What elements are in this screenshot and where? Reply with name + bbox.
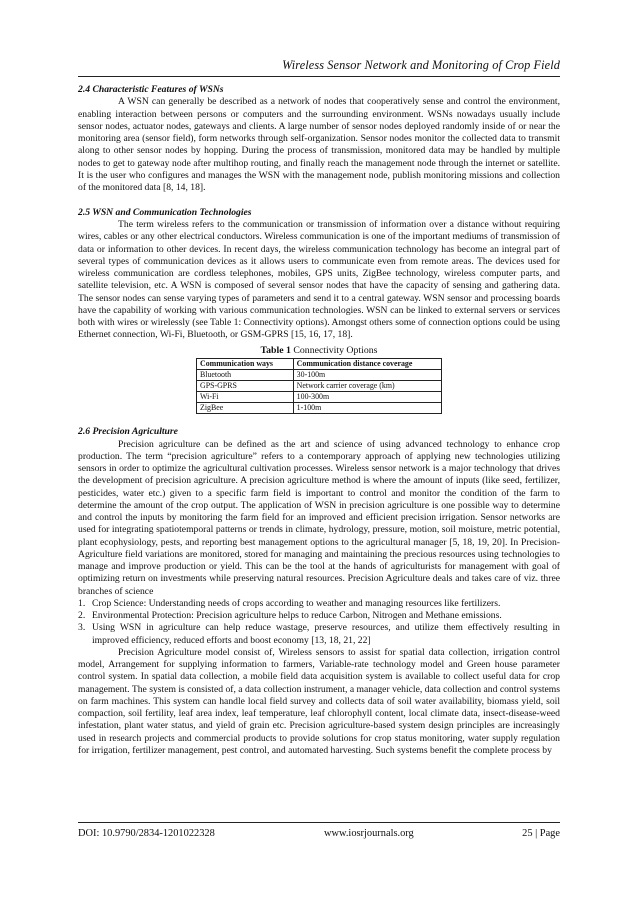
footer-rule bbox=[78, 822, 560, 823]
header-rule bbox=[78, 76, 560, 77]
list-item-text: Environmental Protection: Precision agriculture helps to reduce Carbon, Nitrogen and Methane emissions. bbox=[92, 610, 502, 621]
list-item-text: Using WSN in agriculture can help reduce wastage, preserve resources, and utilize them effectively resulting in improved efficiency, reduced efforts and boost economy [13, 18, 21, 22] bbox=[92, 622, 560, 646]
section-paragraph: Precision Agriculture model consist of, Wireless sensors to assist for spatial data collection, irrigation control model, Arrangement for supplying information to farmers, Variable-rate technology model and Green house parameter control system. In spatial data collection, a mobile field data acquisition system is available to collect useful data for crop management. The system is consisted of, a data collection instrument, a manager vehicle, data collection and control systems on farm machines. This system can handle local field survey and collects data of soil water availability, biomass yield, soil compaction, soil fertility, leaf area index, leaf temperature, leaf chlorophyll content, local climate data, insect-disease-weed infestation, plant water status, and yield of grain etc. Precision agriculture-based system design principles are increasingly used in research projects and commercial products to provide solutions for crop status monitoring, water supply regulation for irrigation, fertilizer management, pest control, and automated harvesting. Such systems benefit the complete process by bbox=[78, 646, 560, 756]
list-number: 1. bbox=[78, 597, 86, 609]
table-header-cell: Communication ways bbox=[197, 358, 294, 369]
section-heading: 2.6 Precision Agriculture bbox=[78, 426, 178, 438]
table-row bbox=[197, 402, 442, 413]
list-item bbox=[78, 610, 560, 622]
table-row bbox=[197, 380, 442, 391]
table-cell: Network carrier coverage (km) bbox=[293, 380, 441, 391]
section-gap bbox=[78, 414, 560, 427]
table-row bbox=[197, 369, 442, 380]
running-title: Wireless Sensor Network and Monitoring of Crop Field bbox=[282, 58, 560, 72]
connectivity-table bbox=[196, 358, 442, 414]
table-cell: Wi-Fi bbox=[197, 391, 294, 402]
page-body bbox=[78, 84, 560, 757]
table-caption-text: Connectivity Options bbox=[293, 344, 378, 356]
journal-page bbox=[78, 0, 560, 902]
section-2-5 bbox=[78, 207, 560, 414]
section-2-4 bbox=[78, 84, 560, 194]
list-item bbox=[78, 598, 560, 610]
table-header-cell: Communication distance coverage bbox=[293, 358, 441, 369]
section-heading: 2.5 WSN and Communication Technologies bbox=[78, 206, 252, 218]
footer-website-link[interactable]: www.iosrjournals.org bbox=[324, 828, 414, 839]
table-row bbox=[197, 391, 442, 402]
table-cell: GPS-GPRS bbox=[197, 380, 294, 391]
science-branches-list bbox=[78, 598, 560, 647]
section-gap bbox=[78, 194, 560, 207]
section-paragraph: A WSN can generally be described as a network of nodes that cooperatively sense and control the environment, enabling interaction between persons or computers and the surrounding environment. WSNs nowadays usually include sensor nodes, actuator nodes, gateways and clients. A large number of sensor nodes deployed randomly inside of or near the monitoring area (sensor field), form networks through self-organization. Sensor nodes monitor the collected data to transmit along to other sensor nodes by hopping. During the process of transmission, monitored data may be handled by multiple nodes to get to gateway node after multihop routing, and finally reach the management node through the internet or satellite. It is the user who configures and manages the WSN with the management node, publish monitoring missions and collection of the monitored data [8, 14, 18]. bbox=[78, 96, 560, 193]
table-cell: 100-300m bbox=[293, 391, 441, 402]
table-cell: ZigBee bbox=[197, 402, 294, 413]
section-2-6 bbox=[78, 426, 560, 757]
table-caption bbox=[78, 345, 560, 357]
list-number: 2. bbox=[78, 610, 86, 621]
footer-doi: DOI: 10.9790/2834-1201022328 bbox=[78, 828, 215, 839]
list-item-text: Crop Science: Understanding needs of crops according to weather and managing resources like fertilizers. bbox=[92, 597, 501, 609]
table-header-row bbox=[197, 358, 442, 369]
section-paragraph: The term wireless refers to the communication or transmission of information over a distance without requiring wires, cables or any other electrical conductors. Wireless communication is one of the important mediums of transmission of data or information to other devices. In recent days, the wireless communication technology has become an integral part of several types of communication devices as it allows users to communicate even from remote areas. The devices used for wireless communication are cordless telephones, mobiles, GPS units, ZigBee technology, wireless computer parts, and satellite television, etc. A WSN is composed of several sensor nodes that have the capacity of sensing and gathering data. The sensor nodes can sense varying types of parameters and send it to a central gateway. WSN sensor and processing boards have the capability of working with various communication technologies. WSN can be linked to external servers or services both with wires or wirelessly (see Table 1: Connectivity options). Amongst others some of connection options could be using Ethernet connection, Wi-Fi, Bluetooth, or GSM-GPRS [15, 16, 17, 18]. bbox=[78, 219, 560, 341]
table-cell: Bluetooth bbox=[197, 369, 294, 380]
section-heading: 2.4 Characteristic Features of WSNs bbox=[78, 84, 224, 95]
list-item bbox=[78, 622, 560, 647]
list-number: 3. bbox=[78, 622, 86, 634]
table-cell: 1-100m bbox=[293, 402, 441, 413]
section-paragraph: Precision agriculture can be defined as the art and science of using advanced technology to enhance crop production. The term “precision agriculture” refers to a contemporary approach of applying new technologies utilizing sensors in order to optimize the agricultural cultivation processes. Wireless sensor network is a major technology that drives the development of precision agriculture. A precision agriculture method is where the amount of inputs (like seed, fertilizer, pesticides, water etc.) given to a specific farm field is important to control and monitor the condition of the farm to determine the amount of the crop output. The application of WSN in precision agriculture is one possible way to determine and control the inputs by monitoring the farm field for an improved and efficient precision irrigation. Sensor networks are used for integrating spatiotemporal patterns or trends in climate, hydrology, pressure, motion, soil moisture, metric potential, plant ecophysiology, pests, and reporting best management options to the agricultural manager [5, 18, 19, 20]. In Precision-Agriculture field variations are monitored, stored for managing and maintaining the precious resources using technologies to manage and improve production or yield. This can be the tool at the hands of agriculturists for management with goal of optimizing return on investments while preserving natural resources. Precision Agriculture deals and takes care of viz. three branches of science bbox=[78, 438, 560, 597]
table-caption-label: Table 1 bbox=[260, 344, 291, 356]
table-cell: 30-100m bbox=[293, 369, 441, 380]
footer-page-number: 25 | Page bbox=[522, 828, 560, 839]
